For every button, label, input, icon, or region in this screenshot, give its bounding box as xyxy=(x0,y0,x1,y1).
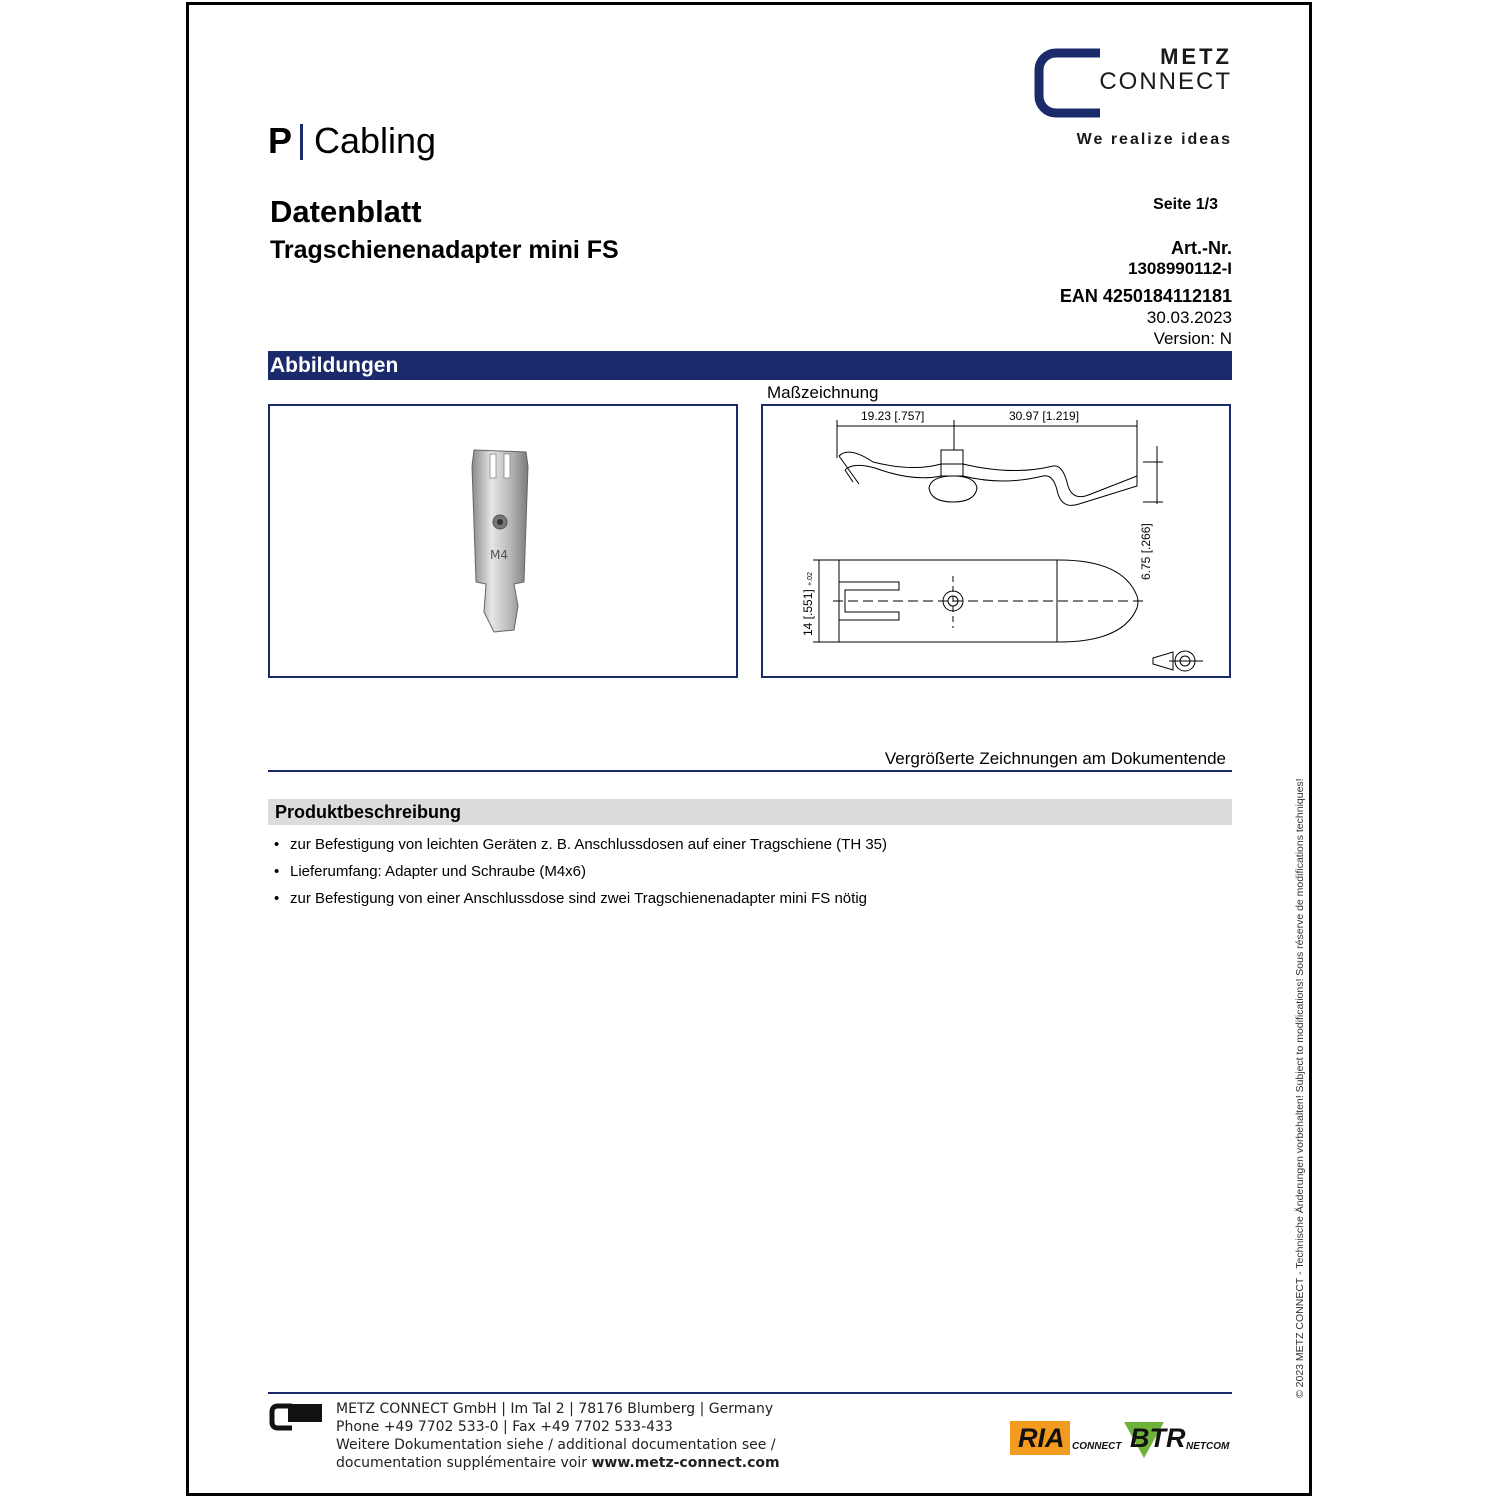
ean-number: EAN 4250184112181 xyxy=(1059,286,1232,306)
dimension-drawing-icon xyxy=(763,406,1229,676)
enlarged-drawings-note: Vergrößerte Zeichnungen am Dokumentende xyxy=(884,749,1226,768)
btr-logo-text: BTR xyxy=(1130,1423,1186,1453)
section-figures-header: Abbildungen xyxy=(268,351,1232,380)
article-number: 1308990112-I xyxy=(1128,259,1232,278)
dimension-label-3: 6.75 [.266] xyxy=(1139,523,1153,580)
description-list xyxy=(274,836,887,917)
list-item: • Lieferumfang: Adapter und Schraube (M4x6) xyxy=(274,863,587,880)
dimension-label-4-value: 14 [.551] xyxy=(801,589,815,636)
list-item: • zur Befestigung von leichten Geräten z. B. Anschlussdosen auf einer Tragschiene (TH 35) xyxy=(274,836,887,853)
metz-connect-small-logo-icon xyxy=(268,1402,324,1432)
dimension-label-4-tolerance: +.02 xyxy=(807,572,814,586)
list-item: • zur Befestigung von einer Anschlussdose sind zwei Tragschienenadapter mini FS nötig xyxy=(274,890,867,907)
dimension-label-4 xyxy=(801,572,815,636)
figures-divider xyxy=(268,770,1232,772)
footer-company: METZ CONNECT GmbH | Im Tal 2 | 78176 Blumberg | Germany xyxy=(336,1401,774,1417)
footer-doc-line-2: documentation supplémentaire voir www.metz-connect.com xyxy=(336,1455,780,1471)
brand-name-bottom: CONNECT xyxy=(1099,68,1232,95)
copyright-side-notice: © 2023 METZ CONNECT - Technische Änderungen vorbehalten! Subject to modifications! Sous réserve de modifications techniques! xyxy=(1294,778,1306,1398)
footer-website-link[interactable]: www.metz-connect.com xyxy=(591,1455,780,1471)
page-subtitle: Tragschienenadapter mini FS xyxy=(270,236,619,264)
product-line-divider xyxy=(300,124,303,160)
rail-adapter-photo-icon xyxy=(270,406,736,676)
ria-logo-sub: CONNECT xyxy=(1072,1441,1122,1452)
dimension-drawing-frame xyxy=(761,404,1231,678)
page-title: Datenblatt xyxy=(270,194,422,229)
footer-contact xyxy=(336,1400,780,1472)
document-version: Version: N xyxy=(1153,329,1232,348)
dimension-label-2: 30.97 [1.219] xyxy=(1009,409,1080,423)
page-number: Seite 1/3 xyxy=(1153,196,1218,213)
dimension-label-1: 19.23 [.757] xyxy=(861,409,925,423)
btr-logo-sub: NETCOM xyxy=(1186,1441,1230,1452)
photo-marking-text: M4 xyxy=(490,548,508,562)
footer-phone: Phone +49 7702 533-0 | Fax +49 7702 533-433 xyxy=(336,1419,673,1435)
document-date: 30.03.2023 xyxy=(1146,308,1232,327)
article-number-label: Art.-Nr. xyxy=(1170,238,1232,258)
brand-tagline: We realize ideas xyxy=(1076,131,1232,148)
product-line-name: Cabling xyxy=(314,120,437,161)
product-photo-frame xyxy=(268,404,738,678)
ria-logo-text: RIA xyxy=(1018,1423,1065,1453)
footer-divider xyxy=(268,1392,1232,1394)
drawing-caption: Maßzeichnung xyxy=(767,383,879,402)
brand-name-top: METZ xyxy=(1160,44,1232,69)
footer-doc-line-1: Weitere Dokumentation siehe / additional documentation see / xyxy=(336,1437,776,1453)
section-description-header: Produktbeschreibung xyxy=(268,799,1232,825)
product-line-letter: P xyxy=(268,120,293,161)
